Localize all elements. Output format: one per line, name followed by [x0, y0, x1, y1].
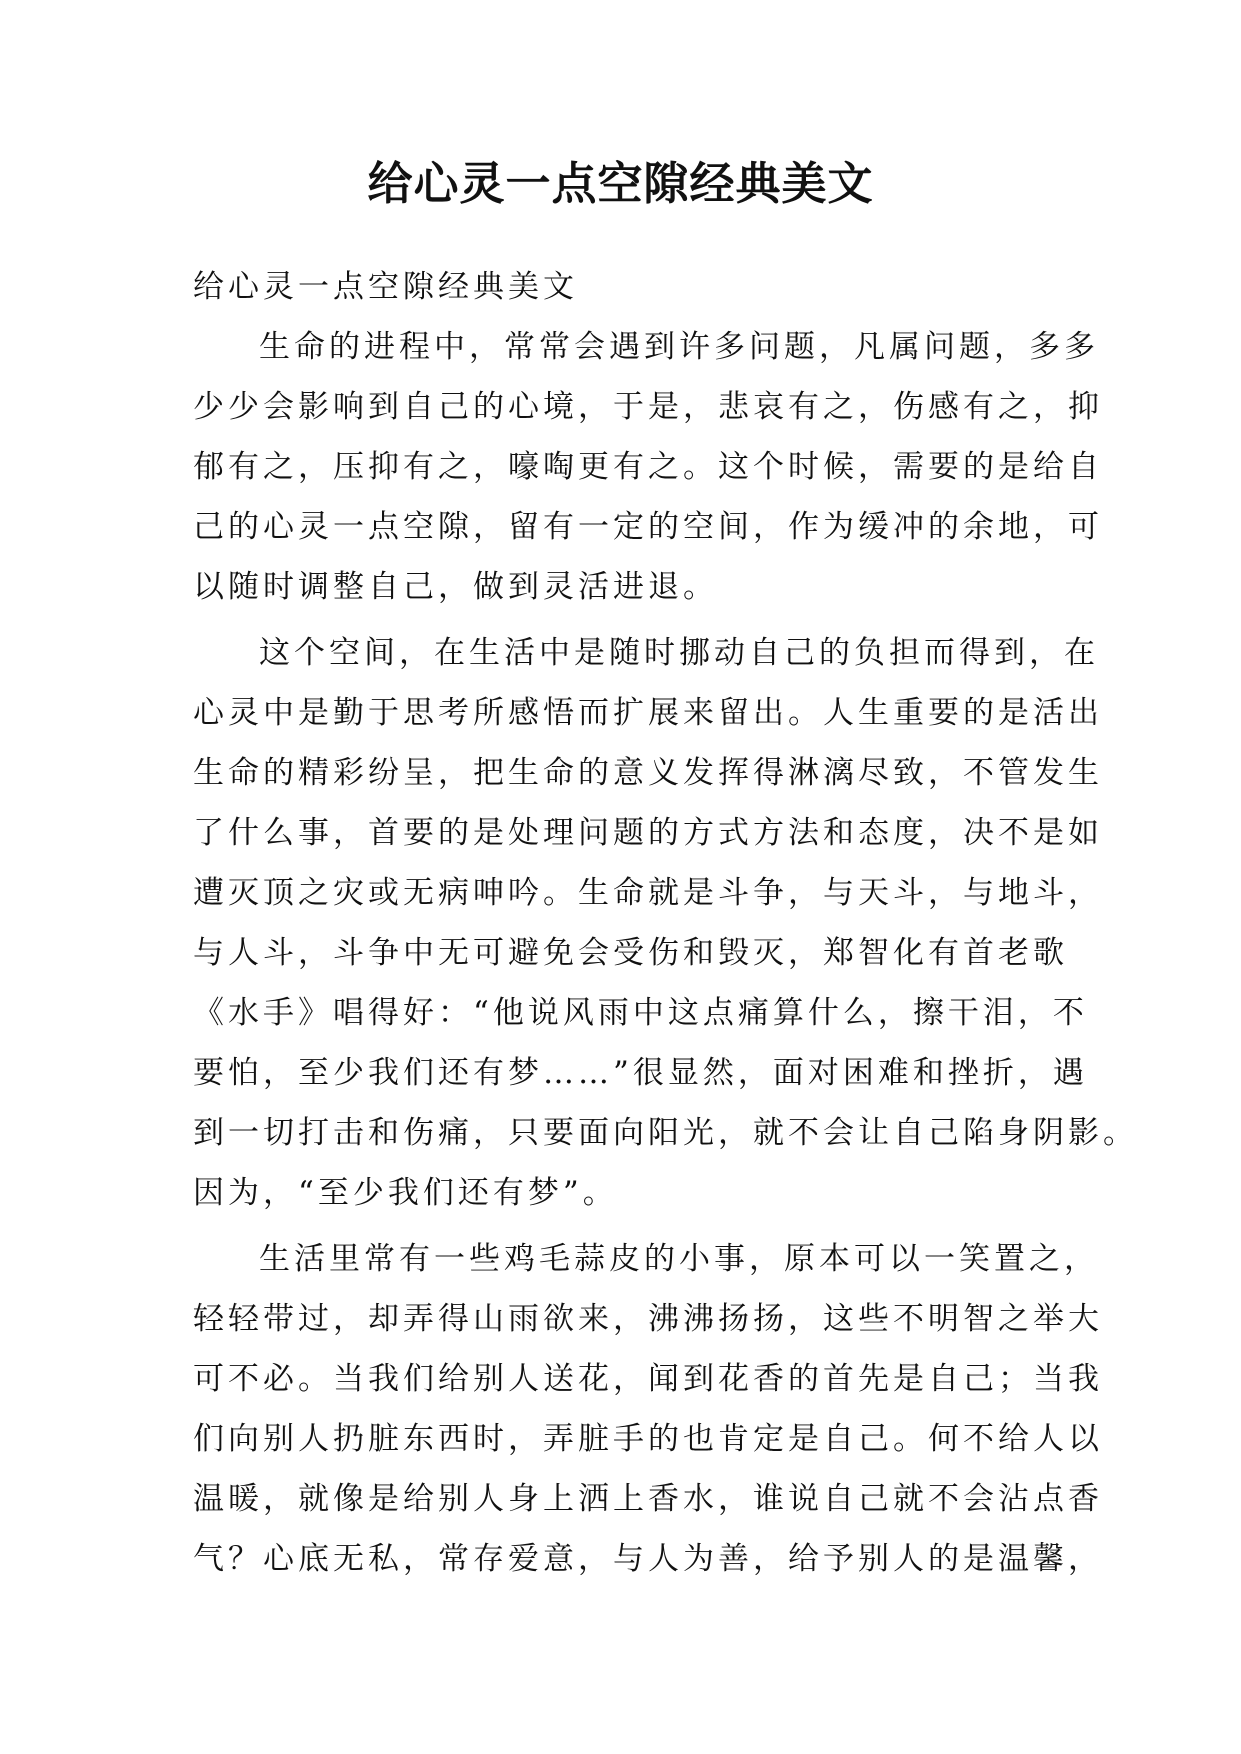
text-line: 遭灭顶之灾或无病呻吟。生命就是斗争，与天斗，与地斗， — [193, 875, 1103, 911]
paragraph-3 — [193, 1229, 1103, 1589]
text-line: 生命的进程中，常常会遇到许多问题，凡属问题，多多 — [259, 329, 1099, 365]
text-line: 以随时调整自己，做到灵活进退。 — [193, 569, 718, 605]
text-line: 了什么事，首要的是处理问题的方式方法和态度，决不是如 — [193, 815, 1103, 851]
text-line: 生命的精彩纷呈，把生命的意义发挥得淋漓尽致，不管发生 — [193, 755, 1103, 791]
text-line: 生活里常有一些鸡毛蒜皮的小事，原本可以一笑置之， — [259, 1241, 1099, 1277]
text-line: 己的心灵一点空隙，留有一定的空间，作为缓冲的余地，可 — [193, 509, 1103, 545]
text-line: 因为，“至少我们还有梦”。 — [193, 1175, 618, 1211]
text-line: 们向别人扔脏东西时，弄脏手的也肯定是自己。何不给人以 — [193, 1421, 1103, 1457]
text-line: 《水手》唱得好：“他说风雨中这点痛算什么，擦干泪，不 — [193, 995, 1088, 1031]
text-line: 要怕，至少我们还有梦……”很显然，面对困难和挫折，遇 — [193, 1055, 1088, 1091]
paragraph-1 — [193, 317, 1103, 617]
document-title: 给心灵一点空隙经典美文 — [367, 157, 874, 210]
text-line: 与人斗，斗争中无可避免会受伤和毁灭，郑智化有首老歌 — [193, 935, 1068, 971]
text-line: 温暖，就像是给别人身上洒上香水，谁说自己就不会沾点香 — [193, 1481, 1103, 1517]
text-line: 郁有之，压抑有之，嚎啕更有之。这个时候，需要的是给自 — [193, 449, 1103, 485]
paragraph-2 — [193, 623, 1138, 1223]
text-line: 这个空间，在生活中是随时挪动自己的负担而得到，在 — [259, 635, 1099, 671]
document-body — [193, 257, 1138, 1595]
text-line: 可不必。当我们给别人送花，闻到花香的首先是自己；当我 — [193, 1361, 1103, 1397]
text-line: 气？心底无私，常存爱意，与人为善，给予别人的是温馨， — [193, 1541, 1103, 1577]
text-line: 轻轻带过，却弄得山雨欲来，沸沸扬扬，这些不明智之举大 — [193, 1301, 1103, 1337]
text-line: 心灵中是勤于思考所感悟而扩展来留出。人生重要的是活出 — [193, 695, 1103, 731]
text-line: 少少会影响到自己的心境，于是，悲哀有之，伤感有之，抑 — [193, 389, 1103, 425]
text-line: 到一切打击和伤痛，只要面向阳光，就不会让自己陷身阴影。 — [193, 1115, 1138, 1151]
body-subtitle: 给心灵一点空隙经典美文 — [193, 269, 578, 305]
